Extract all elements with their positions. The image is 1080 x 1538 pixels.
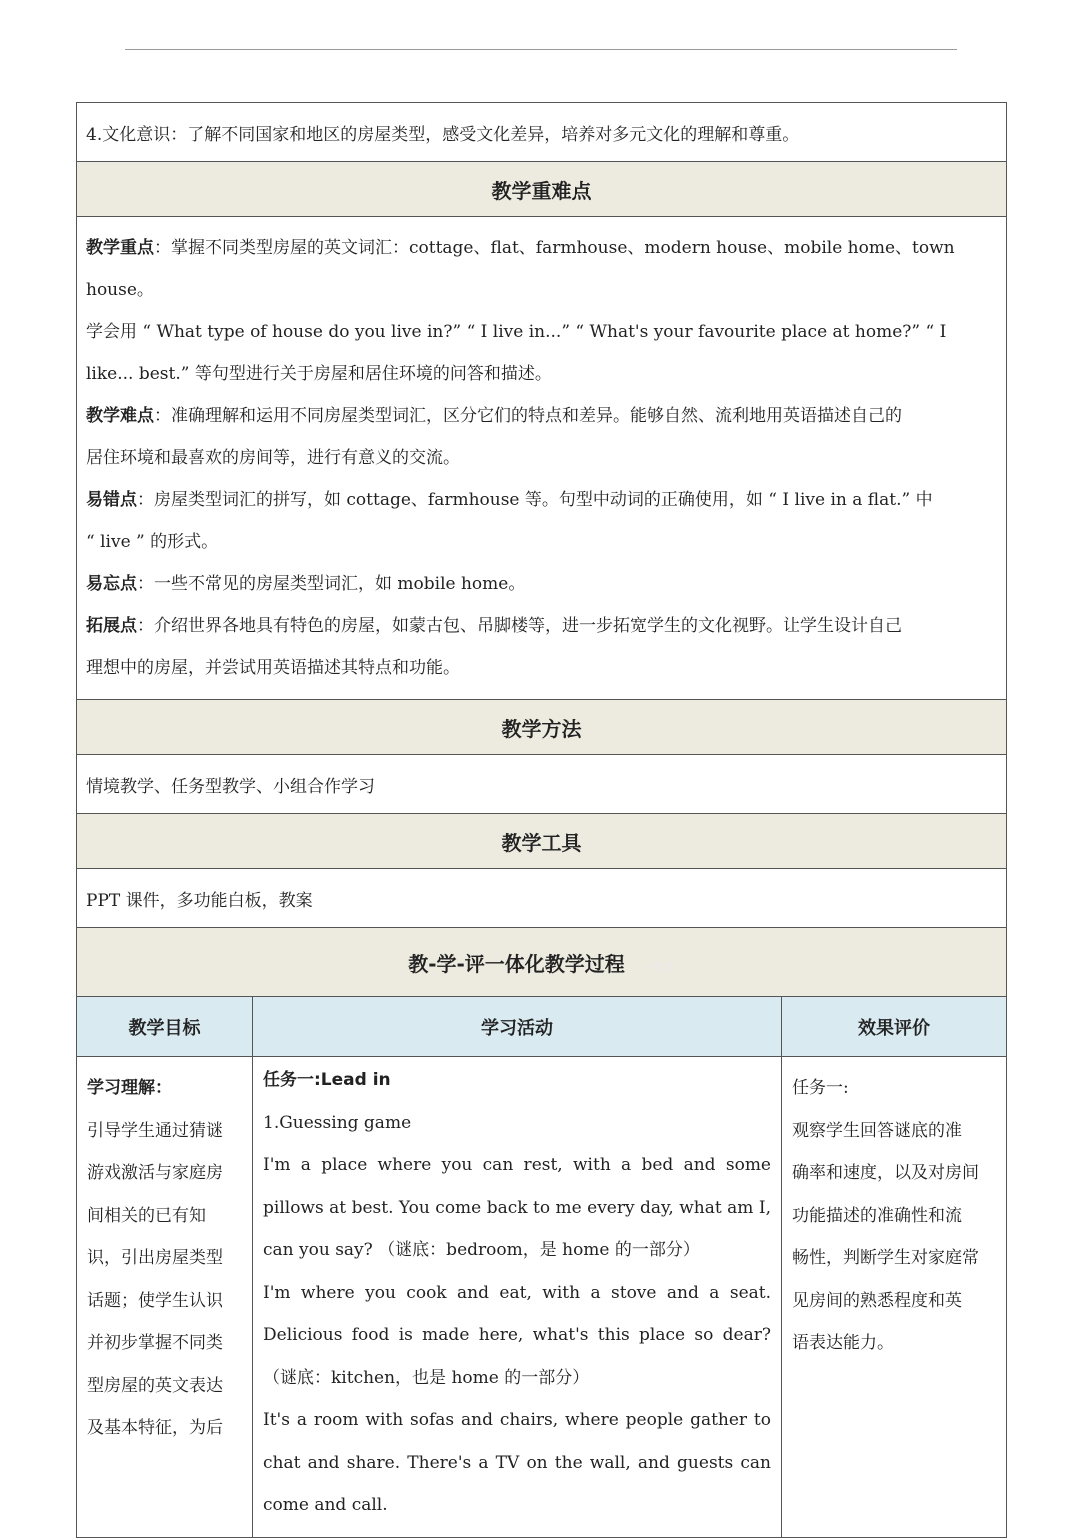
- evaluation-line: 见房间的熟悉程度和英: [792, 1290, 962, 1311]
- forget-points-text: ：一些不常见的房屋类型词汇，如 mobile home。: [137, 574, 526, 594]
- section-header-methods: [77, 700, 1007, 755]
- goal-cell: [77, 1057, 253, 1538]
- column-header-label: 教学目标: [128, 1017, 201, 1039]
- difficult-points-text: ：准确理解和运用不同房屋类型词汇，区分它们的特点和差异。能够自然、流利地用英语描述自己的: [154, 406, 902, 426]
- evaluation-line: 观察学生回答谜底的准: [792, 1120, 962, 1141]
- goal-line: 识，引出房屋类型: [87, 1248, 223, 1268]
- key-points-line: like... best.” 等句型进行关于房屋和居住环境的问答和描述。: [86, 364, 552, 384]
- task-title: 任务一:Lead in: [263, 1070, 391, 1090]
- evaluation-line: 语表达能力。: [792, 1333, 894, 1353]
- error-points-line: [86, 479, 997, 521]
- error-points-label: 易错点: [86, 490, 137, 510]
- tools-cell: [77, 869, 1007, 928]
- key-points-line: [86, 227, 997, 311]
- methods-text: 情境教学、任务型教学、小组合作学习: [86, 776, 375, 797]
- evaluation-line: 功能描述的准确性和流: [792, 1205, 962, 1226]
- error-points-line: “ live ” 的形式。: [86, 532, 219, 552]
- evaluation-cell: [782, 1057, 1007, 1538]
- goal-line: 游戏激活与家庭房: [87, 1163, 223, 1183]
- section-header-tools: [77, 814, 1007, 869]
- methods-cell: [77, 755, 1007, 814]
- riddle-text: I'm where you cook and eat, with a stove and a seat. Delicious food is made here, what's this place so dear? （谜底：kitchen，也是 home 的一部分）: [263, 1282, 771, 1388]
- column-header-goal: [77, 997, 253, 1057]
- forget-points-line: [86, 563, 997, 605]
- goal-line: 及基本特征，为后: [87, 1418, 223, 1438]
- lesson-plan-table: [76, 102, 1007, 1538]
- goal-line: 间相关的已有知: [87, 1205, 206, 1226]
- activity-cell: [253, 1057, 782, 1538]
- watermark-text: 二一教育: [630, 960, 675, 974]
- riddle-text: It's a room with sofas and chairs, where people gather to chat and share. There's a TV on the wall, and guests can come and call.: [263, 1410, 771, 1515]
- goal-line: 并初步掌握不同类: [87, 1333, 223, 1353]
- section-title: 教学工具: [501, 830, 582, 855]
- extension-points-text: ：介绍世界各地具有特色的房屋，如蒙古包、吊脚楼等，进一步拓宽学生的文化视野。让学生设计自己: [137, 616, 902, 636]
- section-title: 教学方法: [501, 716, 582, 741]
- riddle-text: I'm a place where you can rest, with a bed and some pillows at best. You come back to me every day, what am I, can you say? （谜底：bedroom，是 home 的一部分）: [263, 1155, 771, 1260]
- culture-awareness-cell: [77, 103, 1007, 162]
- goal-label: 学习理解：: [87, 1078, 172, 1098]
- culture-awareness-text: 4.文化意识：了解不同国家和地区的房屋类型，感受文化差异，培养对多元文化的理解和尊重。: [86, 124, 800, 145]
- section-header-difficulties: [77, 162, 1007, 217]
- goal-line: 引导学生通过猜谜: [87, 1120, 223, 1141]
- error-points-text: ：房屋类型词汇的拼写，如 cottage、farmhouse 等。句型中动词的正确使用，如 “ I live in a flat.” 中: [137, 490, 933, 510]
- forget-points-label: 易忘点: [86, 574, 137, 594]
- evaluation-line: 确率和速度，以及对房间: [792, 1163, 979, 1183]
- header-rule: [125, 49, 957, 50]
- game-title: 1.Guessing game: [263, 1112, 412, 1133]
- difficult-points-label: 教学难点: [86, 406, 154, 426]
- extension-points-line: [86, 605, 997, 647]
- section-title: 教学重难点: [491, 178, 592, 203]
- difficult-points-line: [86, 395, 997, 437]
- section-title: 教-学-评一体化教学过程: [408, 951, 625, 976]
- difficult-points-line: 居住环境和最喜欢的房间等，进行有意义的交流。: [86, 448, 460, 468]
- extension-points-label: 拓展点: [86, 616, 137, 636]
- column-header-activity: [253, 997, 782, 1057]
- key-points-label: 教学重点: [86, 238, 154, 258]
- evaluation-title: 任务一:: [792, 1078, 849, 1098]
- key-points-text: ：掌握不同类型房屋的英文词汇：cottage、flat、farmhouse、modern house、mobile home、town house。: [86, 238, 955, 300]
- section-header-process: [77, 928, 1007, 997]
- key-points-line: 学会用 “ What type of house do you live in?” “ I live in...” “ What's your favourite place at home?” “ I: [86, 322, 947, 342]
- goal-line: 话题；使学生认识: [87, 1290, 223, 1311]
- column-header-evaluation: [782, 997, 1007, 1057]
- key-difficult-points-cell: [77, 217, 1007, 700]
- column-header-label: 学习活动: [481, 1017, 553, 1039]
- goal-line: 型房屋的英文表达: [87, 1375, 223, 1396]
- tools-text: PPT 课件，多功能白板，教案: [86, 890, 313, 911]
- evaluation-line: 畅性，判断学生对家庭常: [792, 1248, 979, 1268]
- extension-points-line: 理想中的房屋，并尝试用英语描述其特点和功能。: [86, 658, 460, 678]
- column-header-label: 效果评价: [858, 1017, 931, 1039]
